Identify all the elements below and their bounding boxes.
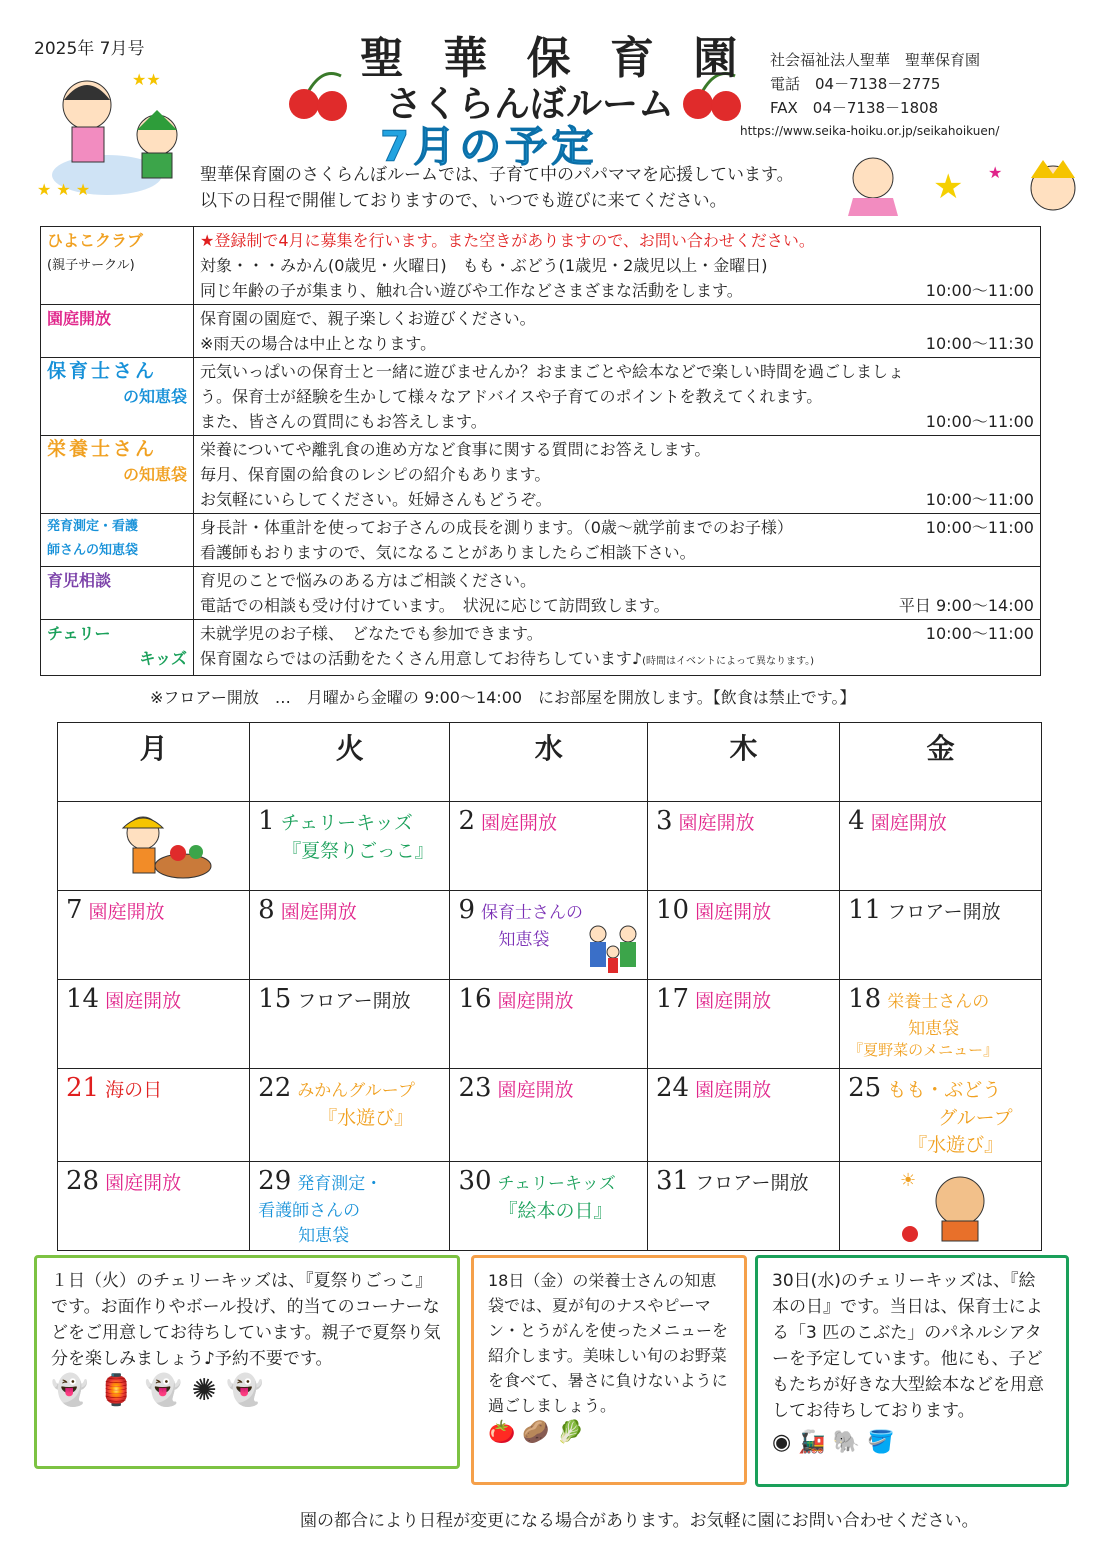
svg-text:★: ★ bbox=[933, 167, 964, 207]
content-line: 栄養についてや離乳食の進め方など食事に関する質問にお答えします。 bbox=[200, 440, 711, 459]
schedule-row-hiyoko bbox=[41, 227, 1041, 305]
schedule-content bbox=[194, 227, 1041, 305]
content-line: 看護師もおりますので、気になることがありましたらご相談下さい。 bbox=[200, 543, 696, 562]
calendar-cell bbox=[450, 802, 648, 891]
calendar-cell bbox=[250, 802, 450, 891]
day-number: 9 bbox=[458, 895, 475, 925]
content-line: 身長計・体重計を使ってお子さんの成長を測ります。（0歳～就学前までのお子様） bbox=[200, 518, 793, 537]
content-line: う。保育士が経験を生かして様々なアドバイスや子育てのポイントを教えてくれます。 bbox=[200, 387, 823, 406]
event-sub: 知恵袋 bbox=[498, 930, 550, 950]
weekday-header: 月 bbox=[58, 723, 250, 802]
org-info bbox=[770, 48, 980, 120]
event-sub: 『水遊び』 bbox=[318, 1107, 414, 1129]
schedule-table bbox=[40, 226, 1041, 676]
content-line: 毎月、保育園の給食のレシピの紹介もあります。 bbox=[200, 465, 551, 484]
kids-stars-illustration-right bbox=[838, 148, 1088, 220]
label-main: 育児相談 bbox=[47, 571, 112, 590]
time-label: 10:00～11:00 bbox=[925, 624, 1034, 643]
calendar-week bbox=[58, 891, 1042, 980]
content-line: 育児のことで悩みのある方はご相談ください。 bbox=[200, 571, 537, 590]
time-label: 平日 9:00～14:00 bbox=[898, 596, 1034, 615]
event-label: 保育士さんの bbox=[481, 903, 583, 923]
label-main: 栄養士さん bbox=[47, 438, 158, 460]
day-number: 17 bbox=[655, 984, 690, 1014]
calendar-cell bbox=[840, 1069, 1042, 1162]
event-label: フロアー開放 bbox=[297, 990, 411, 1012]
content-line: 電話での相談も受け付けています。 状況に応じて訪問致します。 bbox=[200, 596, 670, 615]
label-main: 保育士さん bbox=[47, 360, 158, 382]
schedule-label bbox=[41, 620, 194, 676]
calendar-cell bbox=[58, 980, 250, 1069]
content-line: ★登録制で4月に募集を行います。また空きがありますので、お問い合わせください。 bbox=[200, 231, 815, 250]
calendar-week bbox=[58, 980, 1042, 1069]
event-sub: 『夏野菜のメニュー』 bbox=[848, 1041, 999, 1059]
schedule-row-nursery-teacher bbox=[41, 358, 1041, 436]
event-label: フロアー開放 bbox=[887, 901, 1001, 923]
calendar-cell bbox=[840, 1162, 1042, 1251]
schedule-content bbox=[194, 620, 1041, 676]
event-label: チェリーキッズ bbox=[280, 812, 413, 834]
toy-icons: ◉ 🚂 🐘 🪣 bbox=[772, 1430, 895, 1455]
label-sub: の知恵袋 bbox=[122, 387, 187, 406]
issue-label: 2025年 7月号 bbox=[34, 39, 145, 59]
schedule-label bbox=[41, 305, 194, 358]
event-label: みかんグループ bbox=[297, 1081, 415, 1101]
event-label: 園庭開放 bbox=[870, 812, 947, 834]
schedule-content bbox=[194, 305, 1041, 358]
info-box-nutrition bbox=[471, 1255, 747, 1485]
time-note: (時間はイベントによって異なります。) bbox=[642, 656, 815, 667]
event-label: 園庭開放 bbox=[678, 812, 755, 834]
calendar-week bbox=[58, 1069, 1042, 1162]
event-label: 園庭開放 bbox=[695, 1079, 772, 1101]
family-illustration bbox=[583, 922, 643, 977]
org-tel: 電話 04－7138－2775 bbox=[770, 75, 941, 93]
day-number: 22 bbox=[258, 1073, 292, 1103]
content-line: 未就学児のお子様、 どなたでも参加できます。 bbox=[200, 624, 543, 643]
org-name: 社会福祉法人聖華 聖華保育園 bbox=[770, 51, 981, 69]
content-line: 元気いっぱいの保育士と一緒に遊びませんか？おままごとや絵本などで楽しい時間を過ごしましょ bbox=[200, 362, 905, 381]
content-line: 対象・・・みかん(0歳児・火曜日) もも・ぶどう(1歳児・2歳児以上・金曜日) bbox=[200, 256, 768, 275]
calendar-cell bbox=[250, 891, 450, 980]
calendar-week bbox=[58, 1162, 1042, 1251]
day-number: 24 bbox=[655, 1073, 690, 1103]
event-label: フロアー開放 bbox=[695, 1172, 809, 1194]
event-sub: 看護師さんの bbox=[258, 1201, 361, 1221]
calendar-cell bbox=[250, 1069, 450, 1162]
schedule-label bbox=[41, 514, 194, 567]
calendar-week bbox=[58, 802, 1042, 891]
month-plan-title: 7月の予定 bbox=[380, 122, 598, 171]
day-number: 3 bbox=[655, 806, 673, 836]
schedule-content bbox=[194, 436, 1041, 514]
weekday-header: 水 bbox=[450, 723, 648, 802]
day-number: 25 bbox=[848, 1073, 882, 1103]
label-main: ひよこクラブ bbox=[47, 231, 144, 250]
calendar-cell bbox=[58, 1069, 250, 1162]
footer-note: 園の都合により日程が変更になる場合があります。お気軽に園にお問い合わせください。 bbox=[300, 1511, 979, 1531]
label-main: チェリー bbox=[47, 624, 111, 643]
nursery-title: 聖 華 保 育 園 bbox=[360, 33, 750, 84]
vegetable-icons: 🍅 🥔 🥬 bbox=[488, 1420, 585, 1445]
day-number: 10 bbox=[655, 895, 690, 925]
label-main: 発育測定・看護 bbox=[47, 519, 139, 534]
day-number: 15 bbox=[258, 984, 292, 1014]
calendar-cell bbox=[450, 980, 648, 1069]
intro-text bbox=[200, 162, 794, 214]
calendar-cell bbox=[647, 1069, 839, 1162]
info-box-text: 18日（金）の栄養士さんの知恵袋では、夏が旬のナスやピーマン・とうがんを使ったメニューを紹介します。美味しい旬のお野菜を食べて、暑さに負けないように過ごしましょう。 bbox=[488, 1271, 729, 1415]
calendar-table bbox=[57, 722, 1042, 1251]
event-label: チェリーキッズ bbox=[497, 1174, 616, 1194]
day-number: 31 bbox=[655, 1166, 690, 1196]
day-number: 28 bbox=[66, 1166, 100, 1196]
room-title: さくらんぼルーム bbox=[386, 84, 675, 125]
calendar-cell bbox=[58, 1162, 250, 1251]
day-number: 4 bbox=[848, 806, 865, 836]
calendar-cell bbox=[58, 802, 250, 891]
calendar-cell bbox=[647, 891, 839, 980]
intro-line: 聖華保育園のさくらんぼルームでは、子育て中のパパママを応援しています。 bbox=[200, 165, 794, 185]
label-sub: キッズ bbox=[139, 649, 187, 668]
event-label: 園庭開放 bbox=[88, 901, 165, 923]
day-number: 18 bbox=[848, 984, 882, 1014]
day-number: 7 bbox=[66, 895, 83, 925]
calendar-cell bbox=[840, 802, 1042, 891]
schedule-row-nutritionist bbox=[41, 436, 1041, 514]
calendar-cell bbox=[840, 980, 1042, 1069]
schedule-content bbox=[194, 567, 1041, 620]
event-label: 園庭開放 bbox=[695, 901, 772, 923]
schedule-row-growth bbox=[41, 514, 1041, 567]
cherry-icon-left bbox=[286, 66, 356, 122]
svg-text:★ ★ ★: ★ ★ ★ bbox=[37, 180, 91, 199]
day-number: 30 bbox=[458, 1166, 492, 1196]
day-number: 21 bbox=[66, 1073, 100, 1103]
calendar-cell bbox=[647, 980, 839, 1069]
pig-swim-illustration bbox=[890, 1166, 1000, 1246]
floor-open-note: ※フロアー開放 … 月曜から金曜の 9:00～14:00 にお部屋を開放します。【飲食は禁止です。】 bbox=[150, 688, 856, 707]
event-sub: 『絵本の日』 bbox=[498, 1200, 613, 1222]
event-label: 園庭開放 bbox=[481, 812, 558, 834]
event-label: 園庭開放 bbox=[280, 901, 357, 923]
event-sub: 『夏祭りごっこ』 bbox=[282, 840, 434, 862]
time-label: 10:00～11:00 bbox=[925, 518, 1034, 537]
svg-text:☀: ☀ bbox=[900, 1170, 917, 1191]
calendar-cell bbox=[58, 891, 250, 980]
event-label: 園庭開放 bbox=[105, 990, 182, 1012]
website-link[interactable]: https://www.seika-hoiku.or.jp/seikahoikuen/ bbox=[740, 124, 1000, 138]
content-line: お気軽にいらしてください。妊婦さんもどうぞ。 bbox=[200, 490, 552, 509]
org-fax: FAX 04－7138－1808 bbox=[770, 99, 939, 117]
label-sub: の知恵袋 bbox=[122, 465, 187, 484]
content-line: 保育園の園庭で、親子楽しくお遊びください。 bbox=[200, 309, 536, 328]
schedule-content bbox=[194, 514, 1041, 567]
schedule-label bbox=[41, 358, 194, 436]
svg-text:★: ★ bbox=[988, 163, 1003, 182]
label-sub: (親子サークル) bbox=[47, 258, 135, 273]
schedule-label bbox=[41, 436, 194, 514]
day-number: 14 bbox=[66, 984, 100, 1014]
day-number: 11 bbox=[848, 895, 882, 925]
calendar-cell bbox=[450, 891, 648, 980]
schedule-content bbox=[194, 358, 1041, 436]
time-label: 10:00～11:00 bbox=[925, 490, 1034, 509]
event-label: 発育測定・ bbox=[297, 1174, 383, 1194]
label-main: 園庭開放 bbox=[47, 309, 112, 328]
time-label: 10:00～11:30 bbox=[925, 334, 1034, 353]
schedule-row-consult bbox=[41, 567, 1041, 620]
content-line: 同じ年齢の子が集まり、触れ合い遊びや工作などさまざまな活動をします。 bbox=[200, 281, 743, 300]
info-box-summer-festival bbox=[34, 1255, 460, 1469]
info-box-picture-book bbox=[755, 1255, 1069, 1487]
kids-stars-illustration bbox=[32, 55, 197, 205]
event-label: 園庭開放 bbox=[497, 990, 574, 1012]
weekday-header: 木 bbox=[647, 723, 839, 802]
calendar-cell bbox=[250, 980, 450, 1069]
content-line: また、皆さんの質問にもお答えします。 bbox=[200, 412, 487, 431]
calendar-cell bbox=[647, 802, 839, 891]
schedule-row-garden bbox=[41, 305, 1041, 358]
event-label: もも・ぶどう bbox=[887, 1079, 1002, 1101]
schedule-row-cherry bbox=[41, 620, 1041, 676]
event-label: 園庭開放 bbox=[105, 1172, 182, 1194]
info-box-text: 30日(水)のチェリーキッズは、『絵本の日』です。当日は、保育士による「3 匹のこぶた」のパネルシアターを予定しています。他にも、子どもたちが好きな大型絵本などを用意してお待ちしております。 bbox=[772, 1271, 1044, 1421]
schedule-label bbox=[41, 567, 194, 620]
event-label: 園庭開放 bbox=[497, 1079, 574, 1101]
calendar-header-row bbox=[58, 723, 1042, 802]
time-label: 10:00～11:00 bbox=[925, 281, 1034, 300]
weekday-header: 金 bbox=[840, 723, 1042, 802]
day-number: 23 bbox=[458, 1073, 492, 1103]
event-sub: グループ bbox=[938, 1107, 1013, 1129]
info-box-text: １日（火）のチェリーキッズは、『夏祭りごっこ』です。お面作りやボール投げ、的当てのコーナーなどをご用意してお待ちしています。親子で夏祭り気分を楽しみましょう♪予約不要です。 bbox=[51, 1271, 441, 1369]
day-number: 16 bbox=[458, 984, 492, 1014]
ghost-icons: 👻 🏮 👻 ✺ 👻 bbox=[51, 1373, 264, 1408]
calendar-cell bbox=[647, 1162, 839, 1251]
label-sub: 師さんの知恵袋 bbox=[47, 543, 139, 558]
intro-line: 以下の日程で開催しておりますので、いつでも遊びに来てください。 bbox=[200, 191, 727, 211]
event-label: 栄養士さんの bbox=[887, 992, 990, 1012]
event-sub: 知恵袋 bbox=[908, 1019, 960, 1039]
calendar-cell bbox=[250, 1162, 450, 1251]
child-harvest-illustration bbox=[108, 808, 218, 883]
svg-text:★★: ★★ bbox=[132, 70, 161, 89]
event-label: 海の日 bbox=[105, 1079, 163, 1101]
content-line: 保育園ならではの活動をたくさん用意してお待ちしています♪ bbox=[200, 649, 643, 668]
event-label: 園庭開放 bbox=[695, 990, 772, 1012]
day-number: 1 bbox=[258, 806, 275, 836]
event-sub: 『水遊び』 bbox=[908, 1134, 1004, 1156]
time-label: 10:00～11:00 bbox=[925, 412, 1034, 431]
calendar-cell bbox=[450, 1162, 648, 1251]
event-sub: 知恵袋 bbox=[298, 1226, 350, 1246]
calendar-cell bbox=[450, 1069, 648, 1162]
day-number: 2 bbox=[458, 806, 475, 836]
schedule-label bbox=[41, 227, 194, 305]
weekday-header: 火 bbox=[250, 723, 450, 802]
day-number: 29 bbox=[258, 1166, 292, 1196]
content-line: ※雨天の場合は中止となります。 bbox=[200, 334, 437, 353]
calendar-cell bbox=[840, 891, 1042, 980]
day-number: 8 bbox=[258, 895, 275, 925]
